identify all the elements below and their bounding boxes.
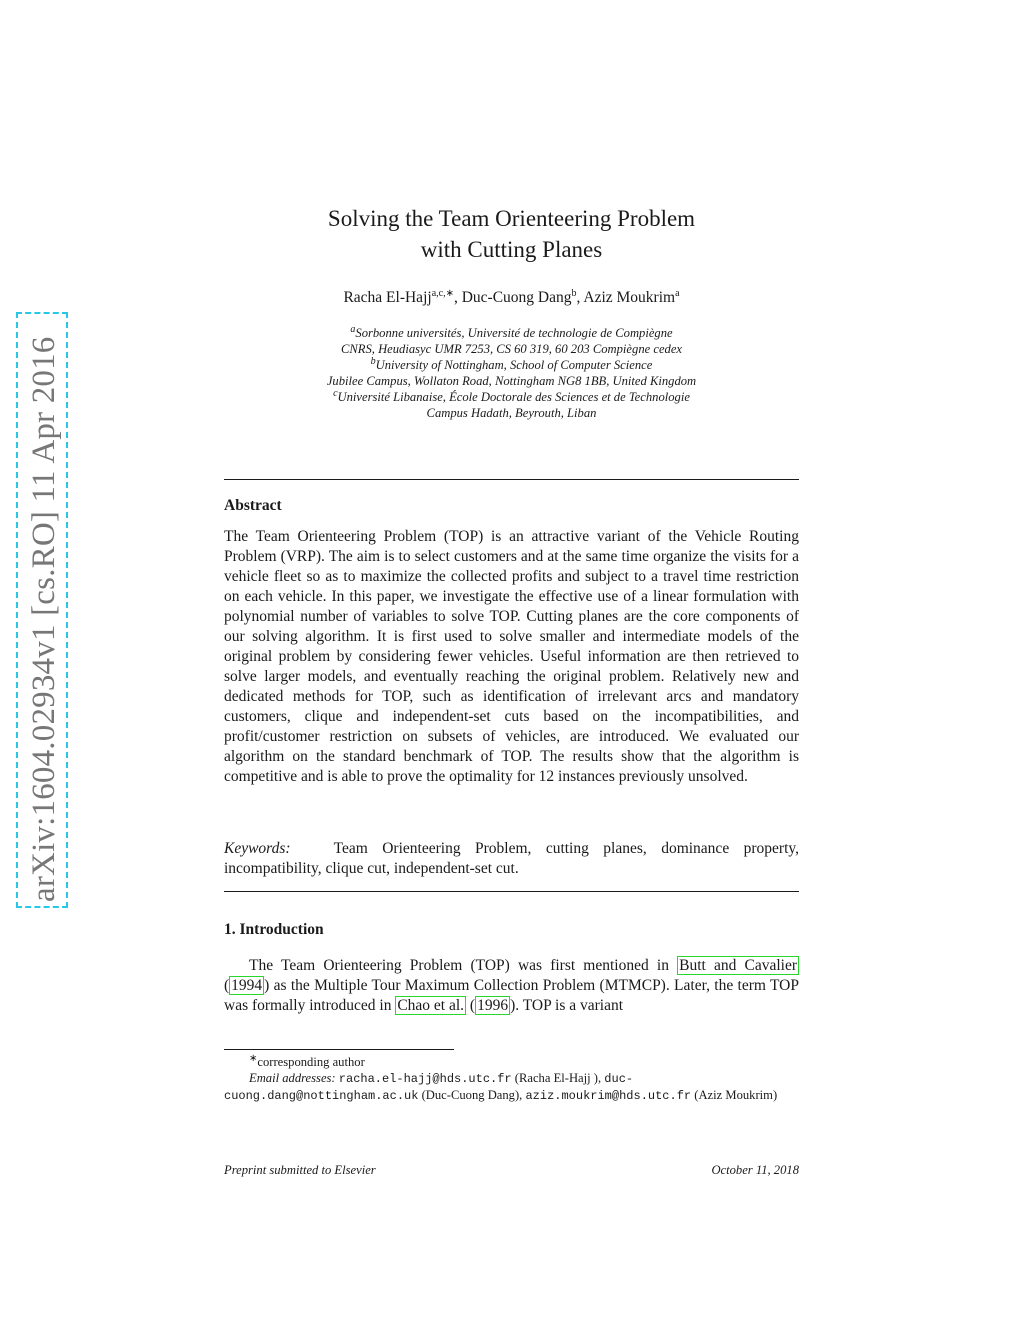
- affil-c-line-1: [224, 389, 799, 405]
- email-1[interactable]: racha.el-hajj@hds.utc.fr: [338, 1072, 512, 1086]
- affil-a-text: Sorbonne universités, Université de technologie de Compiègne: [355, 326, 673, 340]
- citation-link-butt-cavalier[interactable]: Butt and Cavalier: [679, 957, 797, 974]
- affil-c-marker: c: [333, 387, 338, 399]
- abstract-heading: Abstract: [224, 497, 282, 514]
- keywords: [224, 839, 799, 879]
- author-1: Racha El-Hajj: [343, 289, 432, 306]
- keywords-label: Keywords:: [224, 840, 291, 857]
- affil-a-line-2: CNRS, Heudiasyc UMR 7253, CS 60 319, 60 203 Compiègne cedex: [340, 342, 683, 356]
- author-sep: ,: [453, 289, 462, 306]
- affiliations: [224, 325, 799, 421]
- author-1-affil: a,c,∗: [431, 287, 454, 299]
- author-2-affil: b: [571, 287, 577, 299]
- intro-text-part: (: [466, 997, 476, 1014]
- affil-b-line-1: [224, 357, 799, 373]
- footer-date: October 11, 2018: [711, 1163, 799, 1177]
- abstract-top-rule: [224, 479, 799, 480]
- affil-c-line-2: Campus Hadath, Beyrouth, Liban: [426, 406, 597, 420]
- affil-b-marker: b: [370, 355, 376, 367]
- affil-b-line-2: Jubilee Campus, Wollaton Road, Nottingham NG8 1BB, United Kingdom: [326, 374, 697, 388]
- affil-c-text: Université Libanaise, École Doctorale des Sciences et de Technologie: [337, 390, 690, 404]
- citation-year-link-1996[interactable]: 1996: [477, 997, 509, 1014]
- title-line-2: with Cutting Planes: [420, 237, 603, 262]
- footnote-rule: [224, 1049, 454, 1050]
- email-2[interactable]: duc-cuong.dang@nottingham.ac.uk: [224, 1072, 634, 1103]
- author-3: Aziz Moukrim: [583, 289, 676, 306]
- citation-year-link-1994[interactable]: 1994: [231, 977, 263, 994]
- intro-text-part: ) as the Multiple Tour Maximum Collection Problem (MTMCP). Later, the term TOP was formally introduced in: [224, 977, 799, 1014]
- email-3[interactable]: aziz.moukrim@hds.utc.fr: [525, 1089, 692, 1103]
- footnote-corresponding: [224, 1054, 799, 1070]
- paper-title: [224, 203, 799, 265]
- email-2-owner: (Duc-Cuong Dang),: [418, 1088, 526, 1102]
- email-1-owner: (Racha El-Hajj ),: [511, 1071, 602, 1085]
- arxiv-identifier[interactable]: arXiv:1604.02934v1 [cs.RO] 11 Apr 2016: [26, 336, 62, 902]
- footnote-emails: [224, 1070, 799, 1104]
- intro-text-part: The Team Orienteering Problem (TOP) was first mentioned in: [249, 957, 678, 974]
- title-line-1: Solving the Team Orienteering Problem: [327, 206, 696, 231]
- footer-preprint-note: Preprint submitted to Elsevier: [224, 1163, 376, 1177]
- introduction-text: [224, 956, 799, 1016]
- author-3-affil: a: [675, 287, 680, 299]
- affil-a-marker: a: [350, 323, 356, 335]
- author-2: Duc-Cuong Dang: [461, 289, 572, 306]
- author-sep: ,: [576, 289, 584, 306]
- citation-link-chao-et-al[interactable]: Chao et al.: [397, 997, 465, 1014]
- footnote-corresponding-text: corresponding author: [257, 1055, 365, 1069]
- email-label: Email addresses:: [249, 1071, 336, 1085]
- author-list: [224, 289, 799, 307]
- introduction-heading: 1. Introduction: [224, 921, 324, 938]
- footnote: [224, 1054, 799, 1104]
- abstract-bottom-rule: [224, 891, 799, 892]
- affil-a-line-1: [224, 325, 799, 341]
- intro-text-part: ). TOP is a variant: [510, 997, 624, 1014]
- affil-b-text: University of Nottingham, School of Computer Science: [375, 358, 653, 372]
- abstract-text: The Team Orienteering Problem (TOP) is an attractive variant of the Vehicle Routing Problem (VRP). The aim is to select customers and at the same time organize the visits for a vehicle fleet so as to maximize the collected profits and subject to a travel time restriction on each vehicle. In this paper, we investigate the effective use of a linear formulation with polynomial number of variables to solve TOP. Cutting planes are the core components of our solving algorithm. It is first used to solve smaller and intermediate models of the original problem by considering fewer vehicles. Useful information are then retrieved to solve larger models, and eventually reaching the original problem. Relatively new and dedicated methods for TOP, such as identification of irrelevant arcs and mandatory customers, clique and independent-set cuts based on the incompatibilities, and profit/customer restriction on subsets of vehicles, are introduced. We evaluated our algorithm on the standard benchmark of TOP. The results show that the algorithm is competitive and is able to prove the optimality for 12 instances previously unsolved.: [224, 528, 799, 785]
- keywords-text: Team Orienteering Problem, cutting planes, dominance property, incompatibility, clique cut, independent-set cut.: [224, 840, 799, 877]
- email-3-owner: (Aziz Moukrim): [691, 1088, 778, 1102]
- footnote-marker: ∗: [249, 1052, 258, 1064]
- intro-text-part: (: [224, 977, 230, 994]
